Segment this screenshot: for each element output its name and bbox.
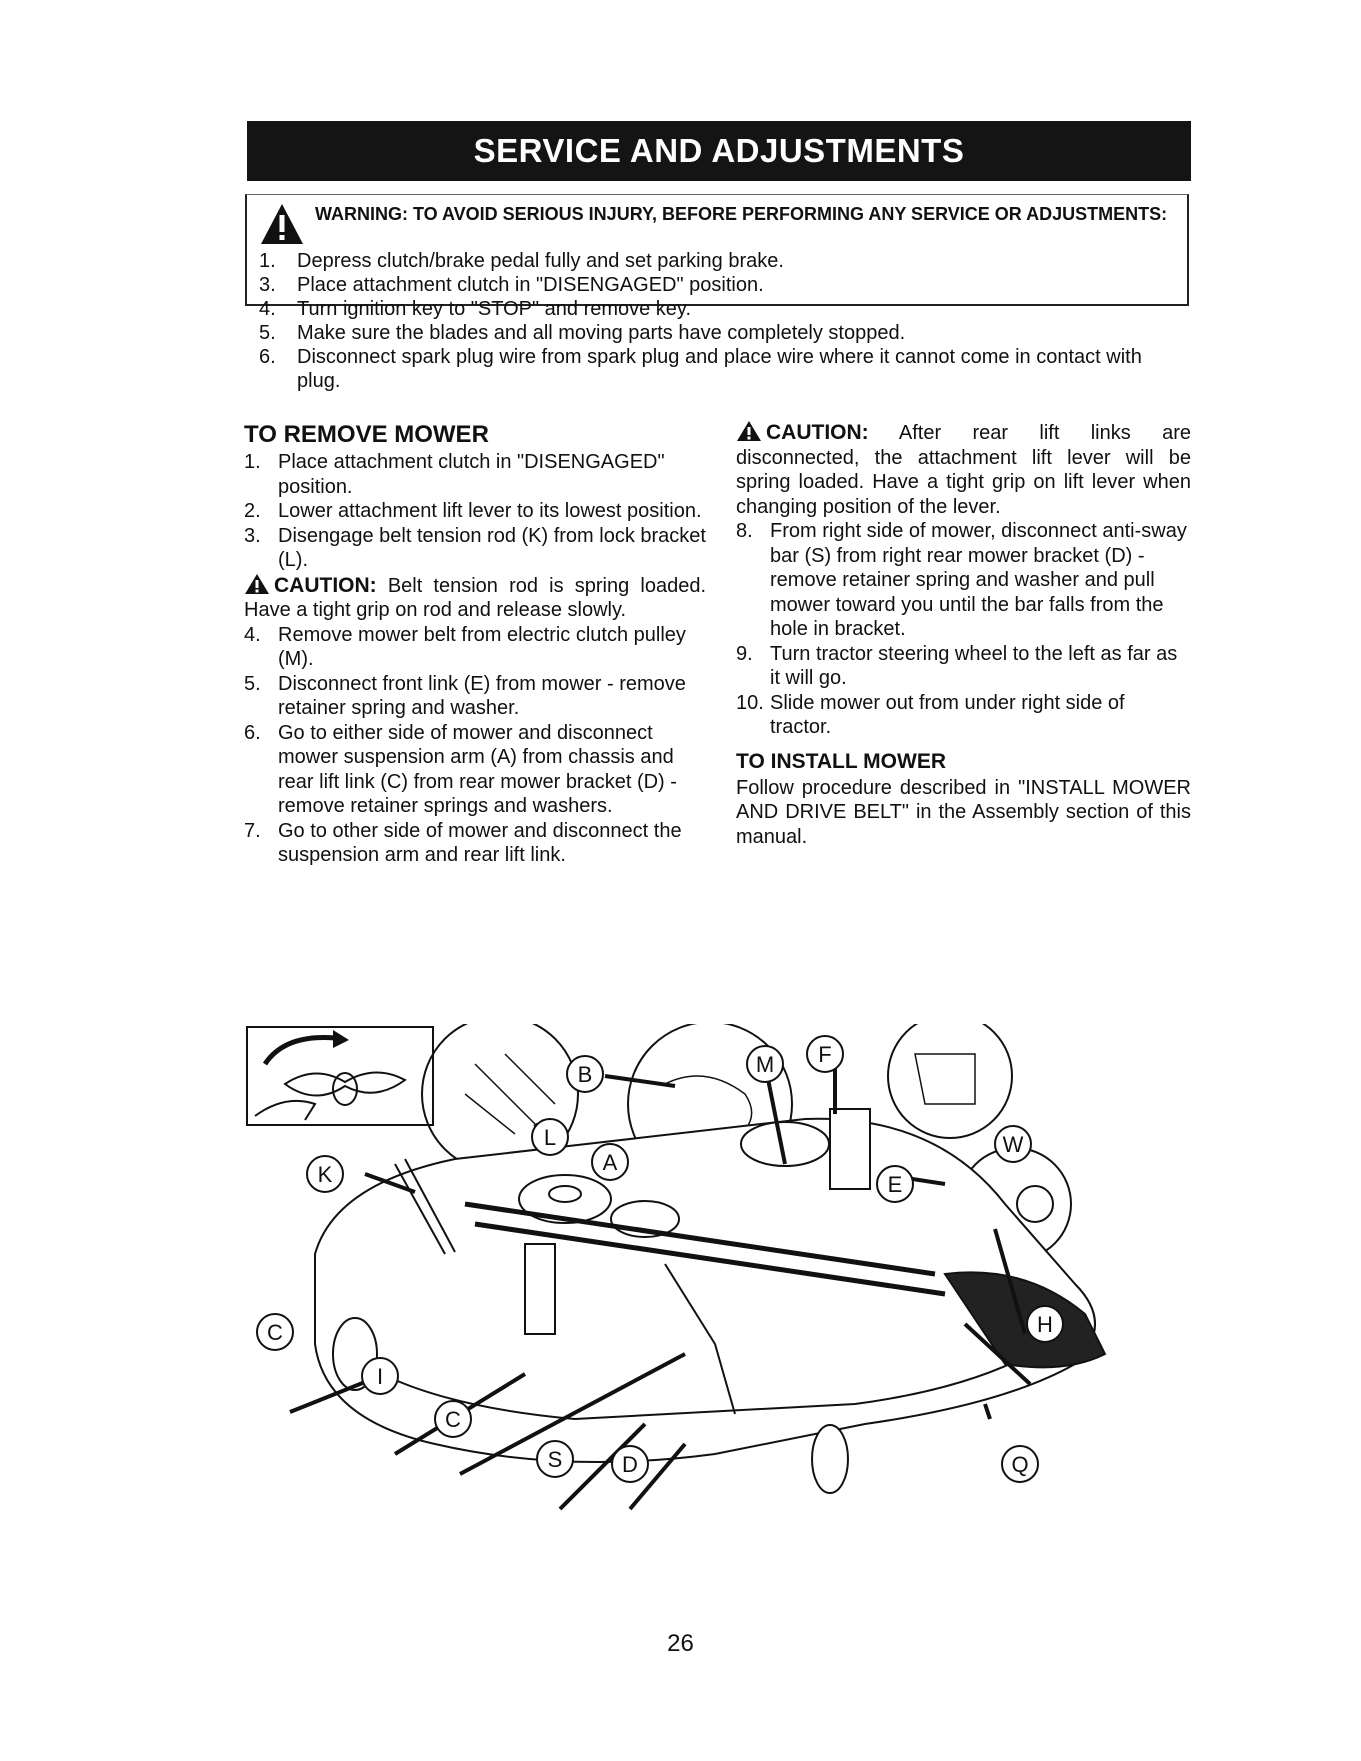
install-mower-heading: TO INSTALL MOWER: [736, 749, 946, 773]
warning-box: [245, 194, 1189, 392]
item-text: Depress clutch/brake pedal fully and set parking brake.: [297, 250, 784, 272]
label-q: Q: [1011, 1452, 1029, 1477]
warning-title: WARNING: TO AVOID SERIOUS INJURY, BEFORE PERFORMING ANY SERVICE OR ADJUSTMENTS:: [315, 204, 1168, 224]
item-number: 7.: [244, 819, 261, 842]
label-e: E: [887, 1172, 903, 1197]
list-item: [244, 450, 706, 499]
caution-label: CAUTION:: [766, 421, 869, 444]
item-text: Slide mower out from under right side of tractor.: [770, 691, 1125, 738]
item-number: 4.: [259, 298, 276, 320]
item-text: Make sure the blades and all moving parts have completely stopped.: [297, 322, 906, 344]
item-text: Disengage belt tension rod (K) from lock bracket (L).: [278, 524, 706, 571]
label-w: W: [1002, 1132, 1024, 1157]
item-number: 10.: [736, 691, 764, 714]
caution-triangle-icon: [244, 573, 270, 595]
list-item: [244, 623, 706, 672]
item-text: Turn ignition key to "STOP" and remove key.: [297, 298, 692, 320]
item-text: Disconnect front link (E) from mower - remove retainer spring and washer.: [278, 672, 686, 719]
caution-note: [244, 573, 706, 623]
item-text: Place attachment clutch in "DISENGAGED" position.: [297, 274, 764, 296]
list-item: [244, 721, 706, 819]
list-item: [736, 519, 1191, 642]
item-number: 5.: [244, 672, 261, 695]
warning-item: [259, 273, 1171, 297]
inset-tension-rod: [247, 1027, 433, 1125]
item-text: Go to other side of mower and disconnect the suspension arm and rear lift link.: [278, 819, 682, 866]
item-number: 3.: [244, 524, 261, 547]
label-m: M: [755, 1052, 775, 1077]
mower-deck-diagram: [245, 1024, 1185, 1528]
label-l: L: [543, 1125, 557, 1150]
page-title-banner: [247, 121, 1191, 181]
item-text: From right side of mower, disconnect anti-sway bar (S) from right rear mower bracket (D) - remove retainer spring and washer and pull mower toward you until the bar falls from the hole in bracket.: [770, 520, 1187, 640]
label-s: S: [547, 1447, 563, 1472]
remove-mower-section: [244, 420, 706, 868]
warning-item: [259, 321, 1171, 345]
mower-deck-drawing: [315, 1109, 1105, 1493]
list-item: [244, 672, 706, 721]
warning-header: [259, 200, 1171, 246]
caution-note: [736, 420, 1191, 519]
list-item: [244, 819, 706, 868]
label-h: H: [1037, 1312, 1053, 1337]
list-item: [244, 524, 706, 573]
page-number: 26: [667, 1630, 694, 1657]
label-d: D: [622, 1452, 638, 1477]
item-text: Lower attachment lift lever to its lowest position.: [278, 500, 702, 522]
item-number: 6.: [259, 346, 276, 368]
install-mower-text: Follow procedure described in "INSTALL MOWER AND DRIVE BELT" in the Assembly section of this manual.: [736, 776, 1191, 848]
right-column: [736, 420, 1191, 849]
label-c-left: C: [267, 1320, 283, 1345]
item-text: Place attachment clutch in "DISENGAGED" position.: [278, 451, 665, 498]
warning-item: [259, 345, 1171, 393]
item-number: 1.: [244, 451, 261, 473]
warning-triangle-icon: [259, 202, 305, 246]
remove-mower-heading: TO REMOVE MOWER: [244, 421, 489, 448]
item-number: 9.: [736, 642, 753, 665]
item-number: 4.: [244, 623, 261, 646]
item-text: Remove mower belt from electric clutch pulley (M).: [278, 623, 686, 670]
caution-text: After rear lift links are disconnected, the attachment lift lever will be spring loaded. Have a tight grip on lift lever when changing position of the lever.: [736, 422, 1191, 518]
item-text: Disconnect spark plug wire from spark plug and place wire where it cannot come in contact with plug.: [297, 346, 1142, 392]
item-number: 3.: [259, 274, 276, 296]
warning-list: [259, 249, 1171, 393]
list-item: [736, 642, 1191, 691]
label-f: F: [818, 1042, 832, 1067]
label-k: K: [317, 1162, 333, 1187]
detail-circle-link: [888, 1024, 1012, 1138]
remove-steps-list-right: [736, 519, 1191, 740]
item-number: 1.: [259, 250, 276, 272]
remove-steps-list-continued: [244, 623, 706, 868]
warning-item: [259, 249, 1171, 273]
item-number: 5.: [259, 322, 276, 344]
caution-label: CAUTION:: [274, 573, 377, 597]
list-item: [736, 691, 1191, 740]
label-i: I: [376, 1364, 384, 1389]
item-number: 6.: [244, 721, 261, 744]
remove-steps-list: [244, 450, 706, 573]
list-item: [244, 499, 706, 524]
caution-text: Belt tension rod is spring loaded. Have a tight grip on rod and release slowly.: [244, 574, 706, 621]
caution-triangle-icon: [736, 420, 762, 442]
label-a: A: [602, 1150, 618, 1175]
label-c-bottom: C: [445, 1407, 461, 1432]
warning-item: [259, 297, 1171, 321]
label-b: B: [577, 1062, 593, 1087]
item-number: 2.: [244, 500, 261, 522]
page-title: SERVICE AND ADJUSTMENTS: [473, 132, 965, 169]
item-number: 8.: [736, 520, 753, 542]
item-text: Turn tractor steering wheel to the left as far as it will go.: [770, 642, 1178, 689]
item-text: Go to either side of mower and disconnect mower suspension arm (A) from chassis and rear lift link (C) from rear mower bracket (D) - remove retainer springs and washers.: [278, 721, 677, 817]
